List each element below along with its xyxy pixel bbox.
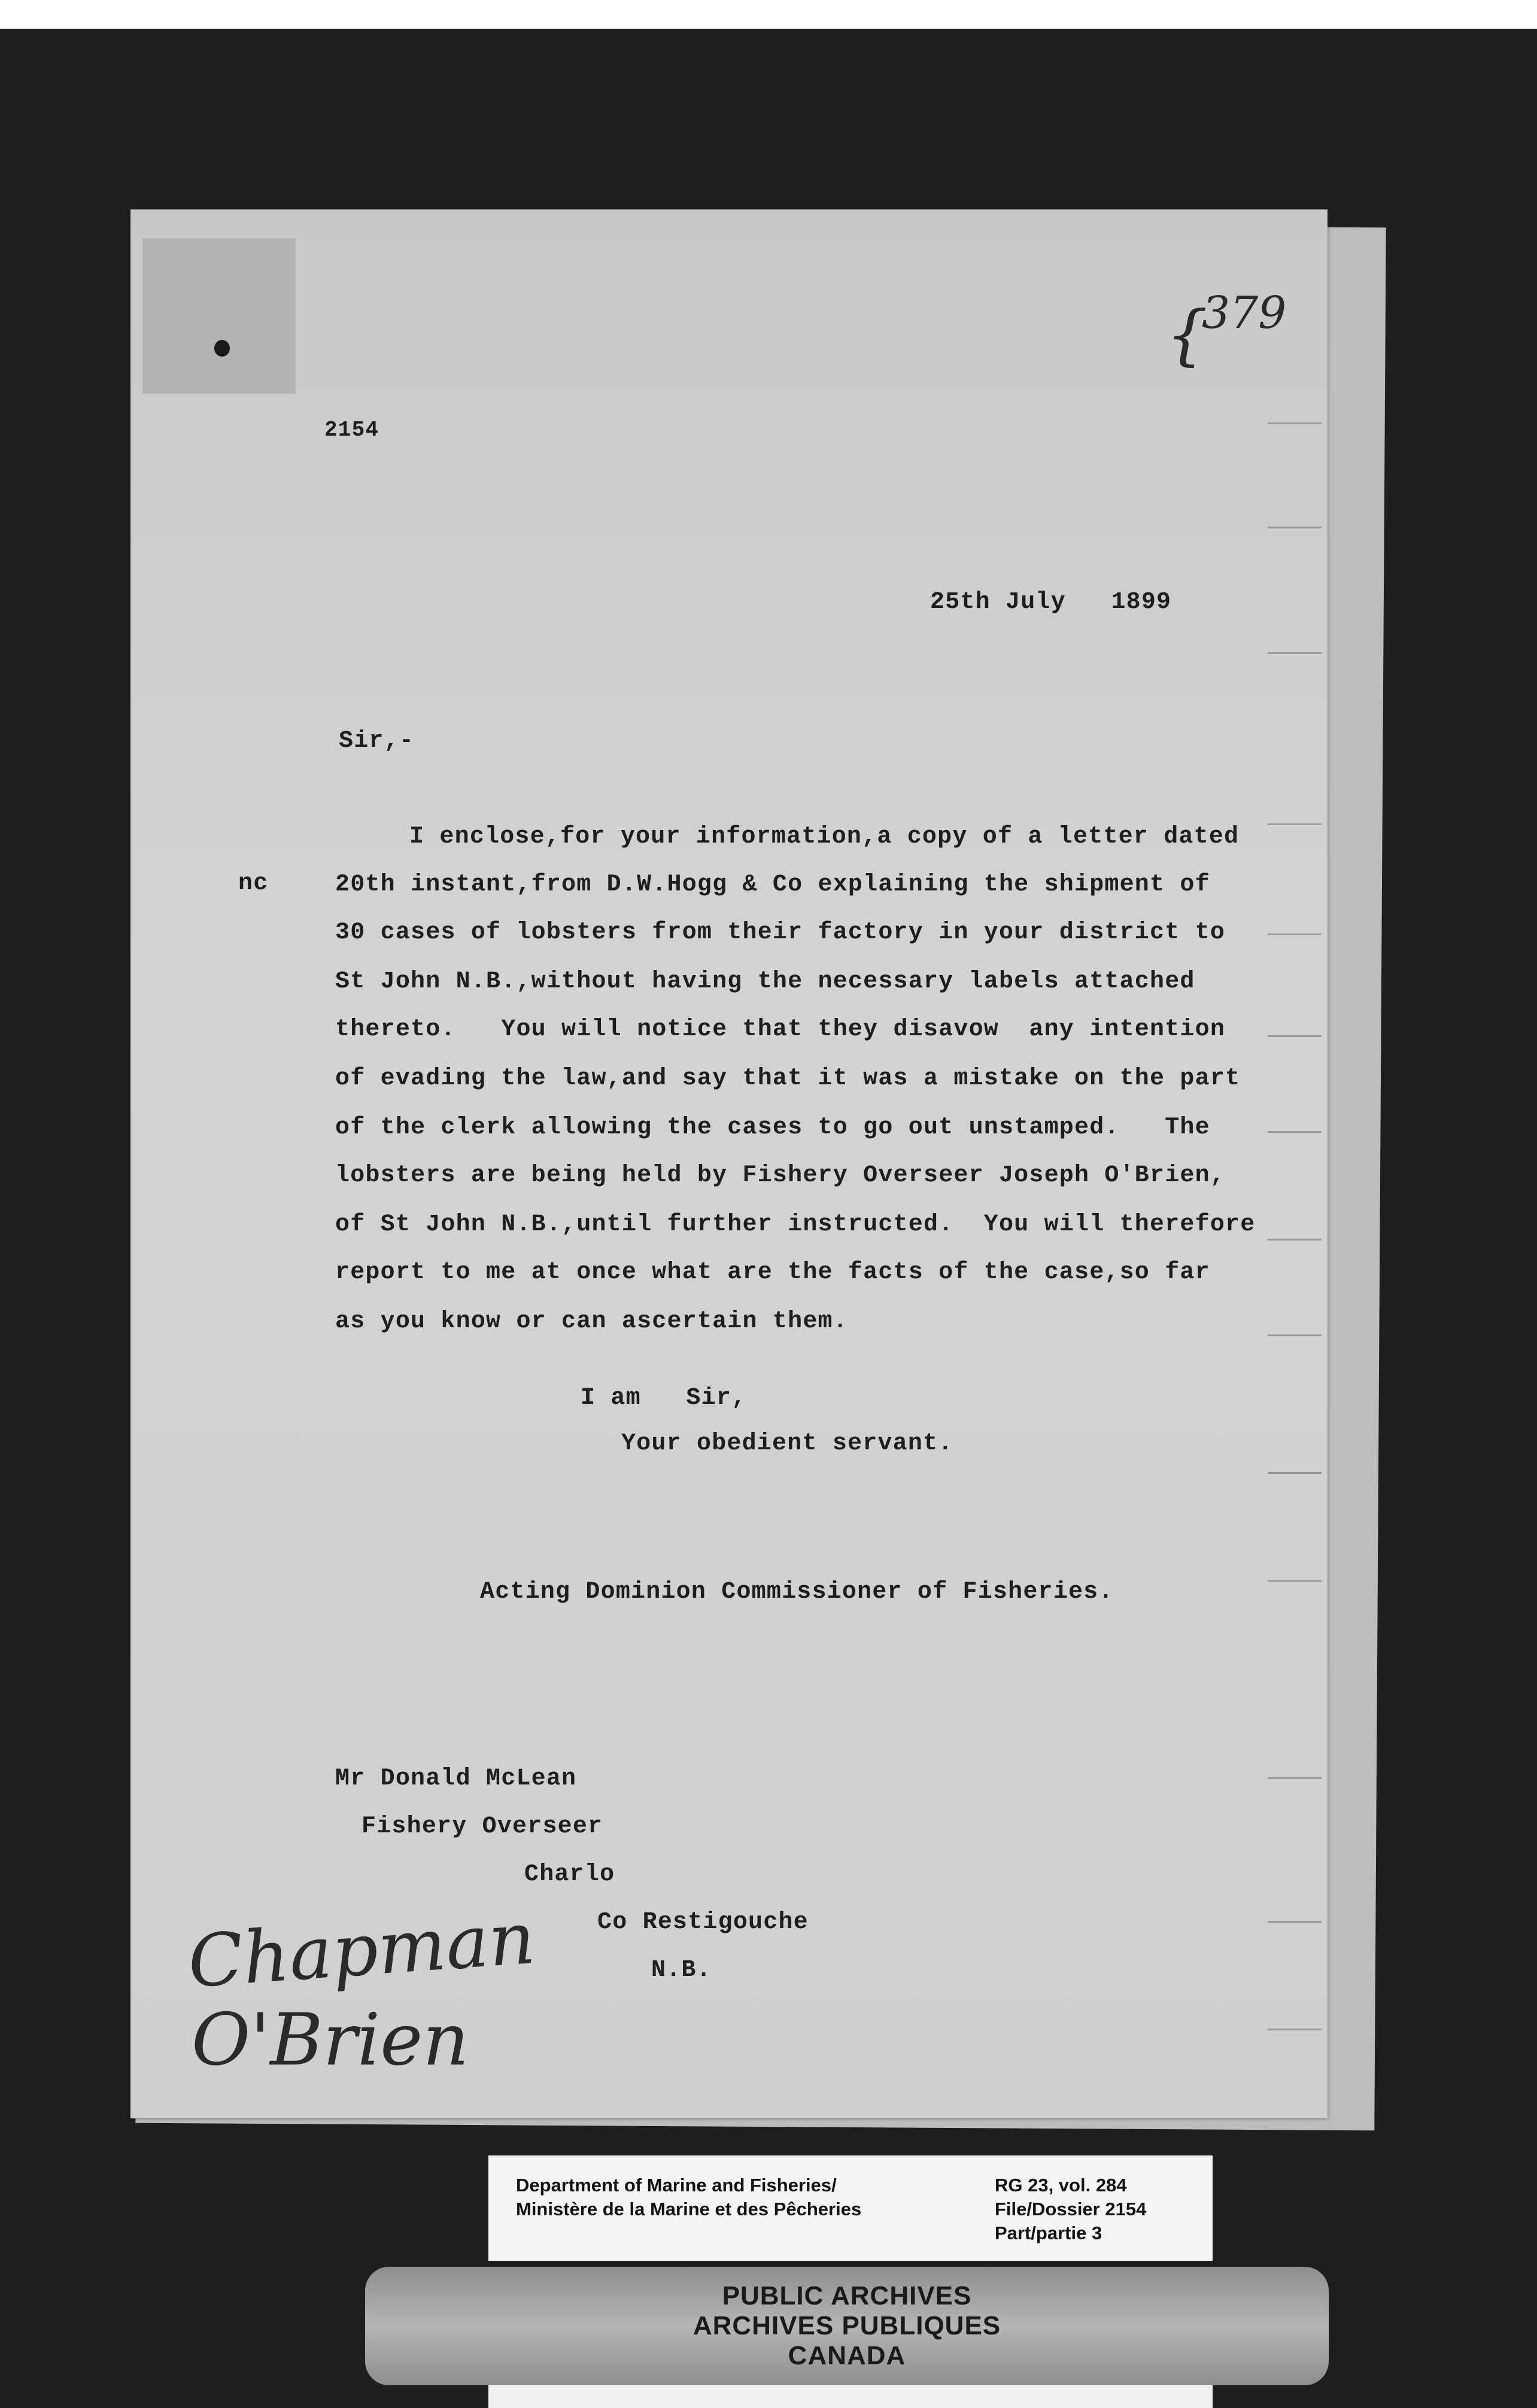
letter-page bbox=[130, 209, 1328, 2118]
address-line: Mr Donald McLean bbox=[335, 1765, 577, 1792]
body-line: of evading the law,and say that it was a mistake on the part bbox=[335, 1065, 1241, 1092]
dept-french: Ministère de la Marine et des Pêcheries bbox=[516, 2199, 862, 2220]
address-line: Fishery Overseer bbox=[362, 1813, 603, 1840]
edge-rule bbox=[1268, 934, 1322, 935]
edge-rule bbox=[1268, 2029, 1322, 2030]
handwritten-name-2: O'Brien bbox=[192, 1999, 469, 2082]
bottom-strip bbox=[488, 2385, 1213, 2408]
edge-rule bbox=[1268, 527, 1322, 528]
punch-hole bbox=[214, 340, 230, 357]
salutation: Sir,- bbox=[339, 728, 415, 755]
punch-hole-patch bbox=[142, 238, 296, 394]
signature-title: Acting Dominion Commissioner of Fisheries. bbox=[480, 1579, 1114, 1606]
address-line: Charlo bbox=[524, 1861, 615, 1888]
edge-rule bbox=[1268, 1472, 1322, 1474]
handwritten-name-1: Chapman bbox=[185, 1896, 538, 2005]
stamp-line-1: PUBLIC ARCHIVES bbox=[722, 2281, 972, 2310]
record-group: RG 23, vol. 284 bbox=[995, 2175, 1127, 2196]
body-line: as you know or can ascertain them. bbox=[335, 1308, 848, 1335]
file-number: 2154 bbox=[324, 418, 379, 442]
closing-line-2: Your obedient servant. bbox=[621, 1430, 953, 1457]
body-line: St John N.B.,without having the necessary labels attached bbox=[335, 968, 1195, 995]
folio-number: 379 bbox=[1202, 287, 1287, 339]
edge-rule bbox=[1268, 1580, 1322, 1582]
margin-note: nc bbox=[238, 870, 269, 897]
edge-rule bbox=[1268, 1777, 1322, 1779]
archives-stamp bbox=[365, 2267, 1329, 2385]
edge-rule bbox=[1268, 1035, 1322, 1037]
body-line: thereto. You will notice that they disavow any intention bbox=[335, 1016, 1226, 1043]
letter-date: 25th July 1899 bbox=[930, 589, 1172, 616]
stamp-line-2: ARCHIVES PUBLIQUES bbox=[692, 2311, 1001, 2340]
address-line: N.B. bbox=[651, 1957, 712, 1984]
body-line: report to me at once what are the facts of the case,so far bbox=[335, 1259, 1210, 1286]
edge-rule bbox=[1268, 422, 1322, 424]
edge-rule bbox=[1268, 1131, 1322, 1133]
closing-line-1: I am Sir, bbox=[581, 1385, 747, 1412]
body-line: of St John N.B.,until further instructed. You will therefore bbox=[335, 1211, 1256, 1238]
edge-rule bbox=[1268, 1921, 1322, 1923]
body-line: of the clerk allowing the cases to go out unstamped. The bbox=[335, 1114, 1210, 1141]
part: Part/partie 3 bbox=[995, 2222, 1102, 2243]
body-line: 30 cases of lobsters from their factory in your district to bbox=[335, 919, 1226, 946]
stamp-line-3: CANADA bbox=[788, 2341, 906, 2370]
dept-english: Department of Marine and Fisheries/ bbox=[516, 2175, 837, 2196]
edge-rule bbox=[1268, 1239, 1322, 1241]
edge-rule bbox=[1268, 823, 1322, 825]
address-line: Co Restigouche bbox=[597, 1909, 809, 1936]
archive-reference-label bbox=[488, 2155, 1213, 2261]
body-line: lobsters are being held by Fishery Overseer Joseph O'Brien, bbox=[335, 1162, 1226, 1189]
folio-bracket: { bbox=[1166, 296, 1208, 373]
edge-rule bbox=[1268, 1334, 1322, 1336]
body-line: 20th instant,from D.W.Hogg & Co explaining the shipment of bbox=[335, 871, 1210, 898]
body-line: I enclose,for your information,a copy of a letter dated bbox=[409, 823, 1240, 850]
file-dossier: File/Dossier 2154 bbox=[995, 2199, 1147, 2220]
edge-rule bbox=[1268, 652, 1322, 654]
